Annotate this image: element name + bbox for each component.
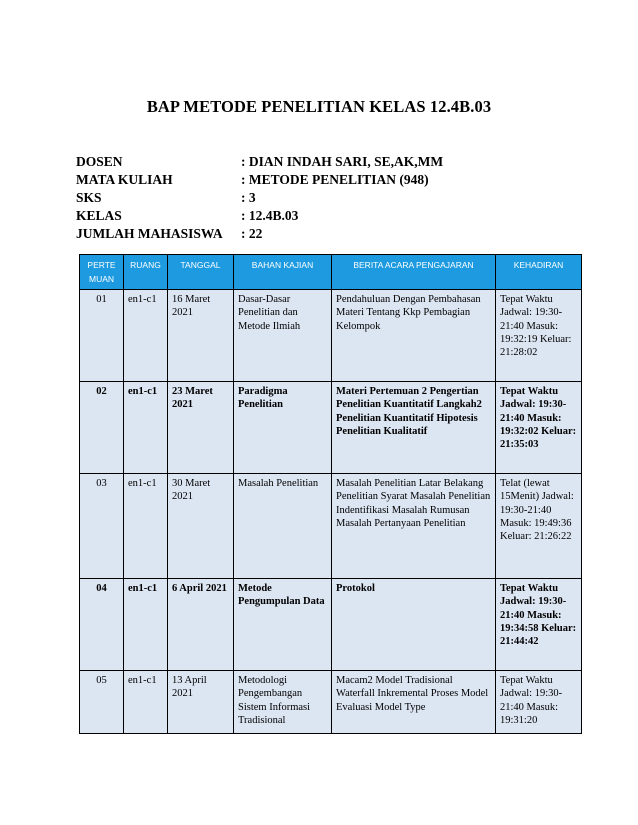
info-row-kelas — [76, 207, 443, 225]
header-berita-acara: BERITA ACARA PENGAJARAN — [332, 255, 496, 290]
cell-kehadiran: Tepat Waktu Jadwal: 19:30-21:40 Masuk: 19:32:19 Keluar: 21:28:02 — [496, 290, 582, 382]
table-row — [80, 382, 582, 474]
cell-pertemuan: 04 — [80, 579, 124, 671]
bap-table — [79, 254, 582, 734]
header-kehadiran: KEHADIRAN — [496, 255, 582, 290]
document-title: BAP METODE PENELITIAN KELAS 12.4B.03 — [146, 97, 492, 116]
header-bahan-kajian: BAHAN KAJIAN — [234, 255, 332, 290]
info-row-dosen — [76, 153, 443, 171]
cell-tanggal: 23 Maret 2021 — [168, 382, 234, 474]
table-header-row — [80, 255, 582, 290]
info-value: : DIAN INDAH SARI, SE,AK,MM — [241, 154, 444, 169]
cell-berita-acara: Macam2 Model Tradisional Waterfall Inkremental Proses Model Evaluasi Model Type — [332, 671, 496, 734]
info-value: : 12.4B.03 — [241, 208, 299, 223]
header-pertemuan: PERTE MUAN — [80, 255, 124, 290]
cell-bahan-kajian: Metodologi Pengembangan Sistem Informasi Tradisional — [234, 671, 332, 734]
cell-ruang: en1-c1 — [124, 579, 168, 671]
cell-tanggal: 30 Maret 2021 — [168, 474, 234, 579]
cell-bahan-kajian: Metode Pengumpulan Data — [234, 579, 332, 671]
cell-berita-acara: Masalah Penelitian Latar Belakang Penelitian Syarat Masalah Penelitian Indentifikasi Masalah Rumusan Masalah Pertanyaan Penelitian — [332, 474, 496, 579]
cell-berita-acara: Materi Pertemuan 2 Pengertian Penelitian Kuantitatif Langkah2 Penelitian Kuantitatif Hipotesis Penelitian Kualitatif — [332, 382, 496, 474]
cell-kehadiran: Tepat Waktu Jadwal: 19:30-21:40 Masuk: 19:34:58 Keluar: 21:44:42 — [496, 579, 582, 671]
cell-bahan-kajian: Dasar-Dasar Penelitian dan Metode Ilmiah — [234, 290, 332, 382]
cell-ruang: en1-c1 — [124, 382, 168, 474]
info-label: MATA KULIAH — [76, 172, 173, 187]
table-row — [80, 579, 582, 671]
info-label: JUMLAH MAHASISWA — [76, 226, 223, 241]
cell-ruang: en1-c1 — [124, 474, 168, 579]
header-tanggal: TANGGAL — [168, 255, 234, 290]
cell-pertemuan: 02 — [80, 382, 124, 474]
cell-pertemuan: 05 — [80, 671, 124, 734]
cell-kehadiran: Tepat Waktu Jadwal: 19:30-21:40 Masuk: 19:32:02 Keluar: 21:35:03 — [496, 382, 582, 474]
info-label: KELAS — [76, 208, 122, 223]
cell-bahan-kajian: Paradigma Penelitian — [234, 382, 332, 474]
info-label: SKS — [76, 190, 102, 205]
info-row-mata-kuliah — [76, 171, 443, 189]
info-value: : 22 — [241, 226, 263, 241]
cell-tanggal: 16 Maret 2021 — [168, 290, 234, 382]
cell-ruang: en1-c1 — [124, 671, 168, 734]
cell-pertemuan: 01 — [80, 290, 124, 382]
table-row — [80, 671, 582, 734]
cell-pertemuan: 03 — [80, 474, 124, 579]
cell-kehadiran: Tepat Waktu Jadwal: 19:30-21:40 Masuk: 19:31:20 — [496, 671, 582, 734]
table-row — [80, 290, 582, 382]
info-row-sks — [76, 189, 443, 207]
info-value: : 3 — [241, 190, 256, 205]
cell-tanggal: 6 April 2021 — [168, 579, 234, 671]
course-info — [76, 153, 443, 243]
info-label: DOSEN — [76, 154, 123, 169]
cell-kehadiran: Telat (lewat 15Menit) Jadwal: 19:30-21:40 Masuk: 19:49:36 Keluar: 21:26:22 — [496, 474, 582, 579]
cell-berita-acara: Pendahuluan Dengan Pembahasan Materi Tentang Kkp Pembagian Kelompok — [332, 290, 496, 382]
info-row-jumlah-mahasiswa — [76, 225, 443, 243]
header-ruang: RUANG — [124, 255, 168, 290]
cell-bahan-kajian: Masalah Penelitian — [234, 474, 332, 579]
cell-tanggal: 13 April 2021 — [168, 671, 234, 734]
cell-ruang: en1-c1 — [124, 290, 168, 382]
cell-berita-acara: Protokol — [332, 579, 496, 671]
info-value: : METODE PENELITIAN (948) — [241, 172, 429, 187]
table-row — [80, 474, 582, 579]
